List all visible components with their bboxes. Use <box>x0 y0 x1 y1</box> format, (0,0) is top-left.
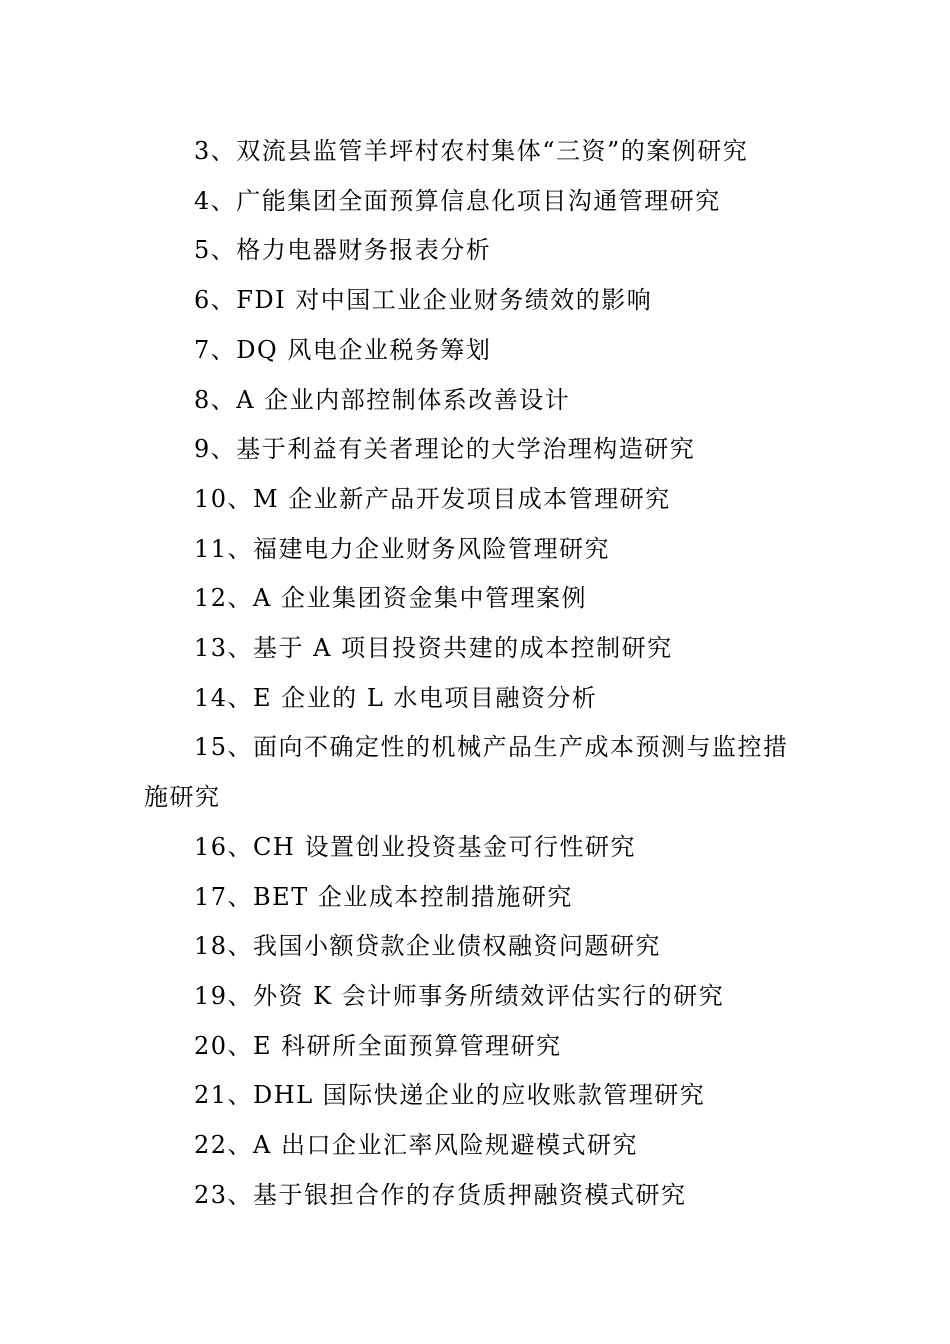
list-item: 4、广能集团全面预算信息化项目沟通管理研究 <box>194 186 721 215</box>
list-item: 19、外资 K 会计师事务所绩效评估实行的研究 <box>194 981 725 1010</box>
topic-list <box>144 127 804 1220</box>
list-item: 17、BET 企业成本控制措施研究 <box>194 882 573 911</box>
list-item: 16、CH 设置创业投资基金可行性研究 <box>194 832 636 861</box>
list-item: 14、E 企业的 L 水电项目融资分析 <box>194 683 598 712</box>
list-item: 11、福建电力企业财务风险管理研究 <box>194 534 611 563</box>
list-item: 10、M 企业新产品开发项目成本管理研究 <box>194 484 671 513</box>
list-item: 6、FDI 对中国工业企业财务绩效的影响 <box>194 286 653 315</box>
list-item: 5、格力电器财务报表分析 <box>194 236 492 265</box>
list-item: 7、DQ 风电企业税务筹划 <box>194 335 492 364</box>
list-item: 18、我国小额贷款企业债权融资问题研究 <box>194 932 662 961</box>
list-item: 8、A 企业内部控制体系改善设计 <box>194 385 571 414</box>
list-item: 3、双流县监管羊坪村农村集体“三资”的案例研究 <box>194 137 749 165</box>
list-item: 22、A 出口企业汇率风险规避模式研究 <box>194 1131 638 1160</box>
list-item: 9、基于利益有关者理论的大学治理构造研究 <box>194 435 696 464</box>
list-item: 13、基于 A 项目投资共建的成本控制研究 <box>194 634 673 663</box>
list-item: 12、A 企业集团资金集中管理案例 <box>194 584 587 613</box>
list-item: 23、基于银担合作的存货质押融资模式研究 <box>194 1180 687 1209</box>
list-item: 20、E 科研所全面预算管理研究 <box>194 1031 562 1060</box>
list-item: 21、DHL 国际快递企业的应收账款管理研究 <box>194 1081 706 1110</box>
list-item: 15、面向不确定性的机械产品生产成本预测与监控措施研究 <box>144 733 789 812</box>
